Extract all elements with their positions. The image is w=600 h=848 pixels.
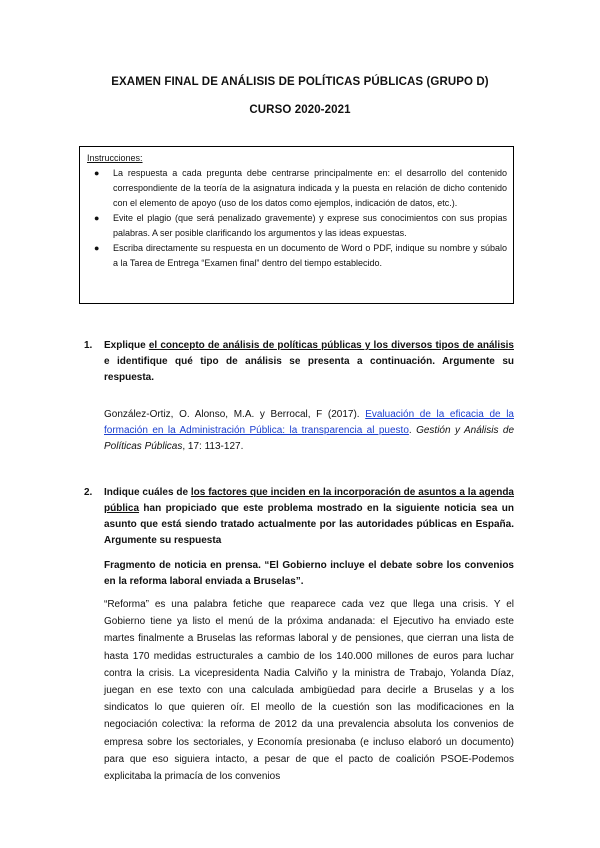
reference-separator: . <box>408 425 417 436</box>
question-2 <box>84 485 514 549</box>
bullet-icon: ● <box>94 213 100 223</box>
question-key-topic: los factores que inciden en la incorporación de asuntos a la agenda pública <box>104 487 514 514</box>
news-fragment-title: Fragmento de noticia en prensa. “El Gobierno incluye el debate sobre los convenios en la reforma laboral enviada a Bruselas”. <box>104 560 514 587</box>
instructions-list <box>87 166 507 271</box>
bullet-icon: ● <box>94 168 100 178</box>
question-rest: han propiciado que este problema mostrado en la siguiente noticia sea un asunto que está siendo tratado actualmente por las autoridades públicas en España. Argumente su respuesta <box>104 503 514 546</box>
reference-journal: Gestión y Análisis de Políticas Públicas <box>104 425 514 452</box>
question-number: 2. <box>84 487 93 498</box>
instruction-text: Evite el plagio (que será penalizado gravemente) y exprese sus conocimientos con sus propias palabras. A ser posible clarificando los argumentos y las ideas expuestas. <box>113 213 507 238</box>
course-year: CURSO 2020-2021 <box>249 104 351 116</box>
news-article-text: “Reforma” es una palabra fetiche que reaparece cada vez que llega una crisis. Y el Gobierno tiene ya listo el menú de la próxima andanada: el Ejecutivo ha enviado este martes finalmente a Bruselas las reformas laboral y de pensiones, que cierran una lista de hasta 170 medidas estructurales a cambio de los 140.000 millones de euros para luchar contra la crisis. La vicepresidenta Nadia Calviño y la ministra de Trabajo, Yolanda Díaz, juegan en ese texto con una calculada ambigüedad para decirle a Bruselas y a los sindicatos lo que quieren oír. El meollo de la cuestión son las modificaciones en la negociación colectiva: la reforma de 2012 da una prevalencia absoluta los convenios de empresa sobre los sectoriales, y Economía presionaba (e incluso elaboró un documento) para que eso siguiera intacto, a pesar de que el pacto de coalición PSOE-Podemos explicitaba la primacía de los convenios <box>104 599 514 783</box>
instruction-item <box>87 166 507 211</box>
question-rest: e identifique qué tipo de análisis se presenta a continuación. Argumente su respuesta. <box>104 356 514 383</box>
reference-pages: , 17: 113-127. <box>182 441 244 452</box>
instructions-heading: Instrucciones: <box>87 153 143 163</box>
exam-title: EXAMEN FINAL DE ANÁLISIS DE POLÍTICAS PÚBLICAS (GRUPO D) <box>111 76 489 88</box>
instruction-item <box>87 241 507 271</box>
instructions-box <box>79 146 514 304</box>
reference-authors: González-Ortiz, O. Alonso, M.A. y Berrocal, F (2017). <box>104 409 366 420</box>
bullet-icon: ● <box>94 243 100 253</box>
question-key-topic: el concepto de análisis de políticas públicas y los diversos tipos de análisis <box>148 340 514 351</box>
question-number: 1. <box>84 340 93 351</box>
question-1 <box>84 338 514 386</box>
instruction-text: Escriba directamente su respuesta en un documento de Word o PDF, indique su nombre y súbalo a la Tarea de Entrega “Examen final” dentro del tiempo establecido. <box>113 243 507 268</box>
instruction-item <box>87 211 507 241</box>
news-article <box>104 596 514 785</box>
question-lead: Indique cuáles de <box>104 487 191 498</box>
reference-article-link[interactable]: Evaluación de la eficacia de la formación en la Administración Pública: la transparencia al puesto <box>104 409 514 436</box>
question-lead: Explique <box>104 340 149 351</box>
bibliographic-reference <box>104 407 514 455</box>
instruction-text: La respuesta a cada pregunta debe centrarse principalmente en: el desarrollo del contenido correspondiente de la teoría de la asignatura indicada y la puesta en relación de dicho contenido con el elemento de apoyo (uso de los datos como ejemplos, indicación de datos, etc.). <box>113 168 507 208</box>
